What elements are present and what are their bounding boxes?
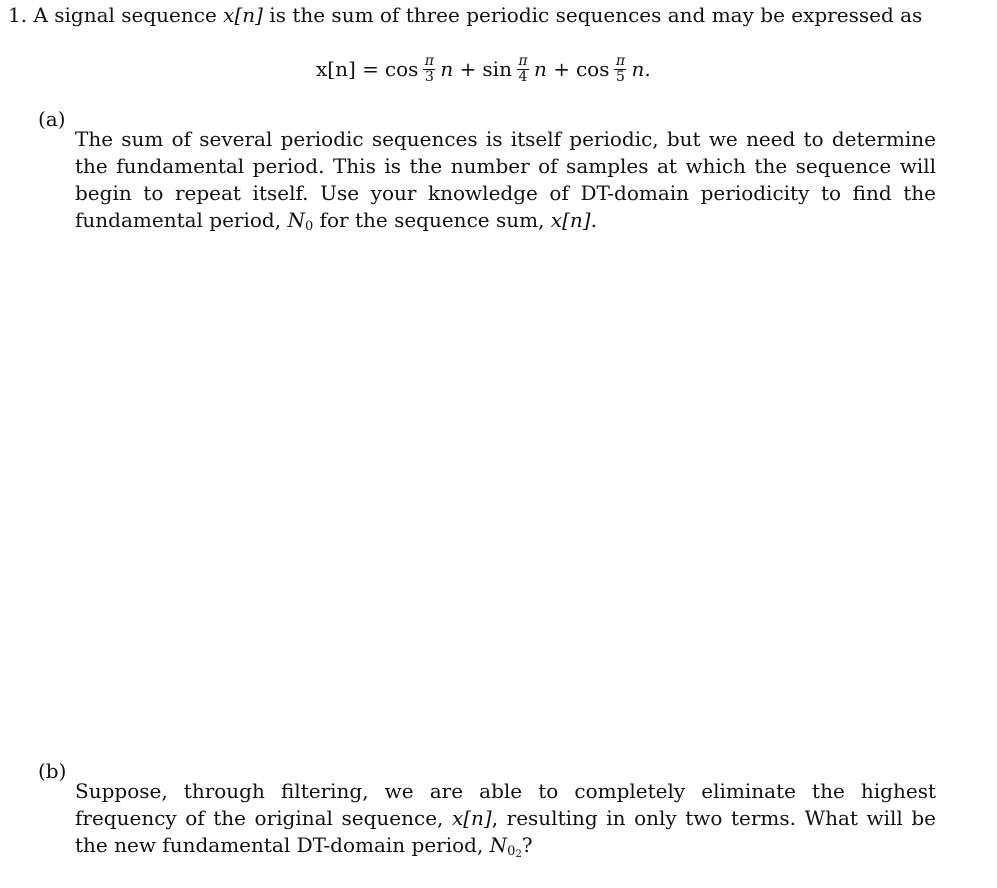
- part-b-signal: x[n]: [451, 806, 492, 830]
- part-b-symbol-sub: [507, 844, 522, 859]
- part-a-label: (a): [38, 107, 66, 131]
- term1-denominator: 3: [424, 68, 434, 85]
- part-b-symbol-sub-main: 0: [507, 844, 516, 859]
- signal-equation: [313, 44, 654, 94]
- term1-func: cos: [384, 57, 419, 81]
- term3-denominator: 5: [616, 68, 625, 85]
- term3-numerator: π: [615, 52, 626, 69]
- term2-func: sin: [482, 57, 512, 81]
- part-b-end: ?: [521, 833, 533, 857]
- part-b-label: (b): [38, 759, 67, 783]
- term3-fraction: [614, 54, 626, 85]
- question-number: 1.: [8, 3, 28, 27]
- part-b-symbol: N: [489, 833, 508, 857]
- part-a-end: .: [590, 208, 597, 232]
- term2-var: n +: [533, 57, 570, 81]
- term1-var: n +: [440, 57, 477, 81]
- part-a-text-1: The sum of several periodic sequences is itself periodic, but we need to determine the fundamental period. This is the number of samples at which the sequence will begin to repeat itself. Use your knowledge of DT-domain periodicity to find the fundamental period,: [75, 127, 936, 232]
- part-b-text: [75, 778, 936, 868]
- term3-var: n.: [631, 57, 651, 81]
- term2-numerator: π: [518, 52, 528, 69]
- part-a-symbol: N: [287, 208, 305, 232]
- term2-fraction: [517, 54, 529, 85]
- part-a-text: [75, 126, 936, 240]
- part-a-text-2: for the sequence sum,: [319, 208, 545, 232]
- part-b-symbol-sub2: 2: [515, 849, 522, 860]
- term1-numerator: π: [424, 52, 434, 69]
- part-a-signal: x[n]: [550, 208, 591, 232]
- term1-fraction: [423, 54, 435, 85]
- part-a: [38, 106, 936, 260]
- part-a-symbol-sub: 0: [304, 219, 314, 234]
- part-b-text-2: , resulting in only two terms. What will be the new fundamental DT-domain period,: [75, 806, 937, 857]
- term3-func: cos: [575, 57, 610, 81]
- intro-after: is the sum of three periodic sequences and may be expressed as: [269, 3, 923, 27]
- part-b-text-1: Suppose, through filtering, we are able to completely eliminate the highest frequency of the original sequence,: [75, 779, 936, 830]
- intro-signal: x[n]: [223, 3, 263, 27]
- part-b: [38, 758, 936, 888]
- intro-before: A signal sequence: [33, 3, 217, 27]
- question-intro: [8, 2, 988, 29]
- term2-denominator: 4: [518, 68, 528, 85]
- equation-lhs: x[n] =: [316, 57, 379, 81]
